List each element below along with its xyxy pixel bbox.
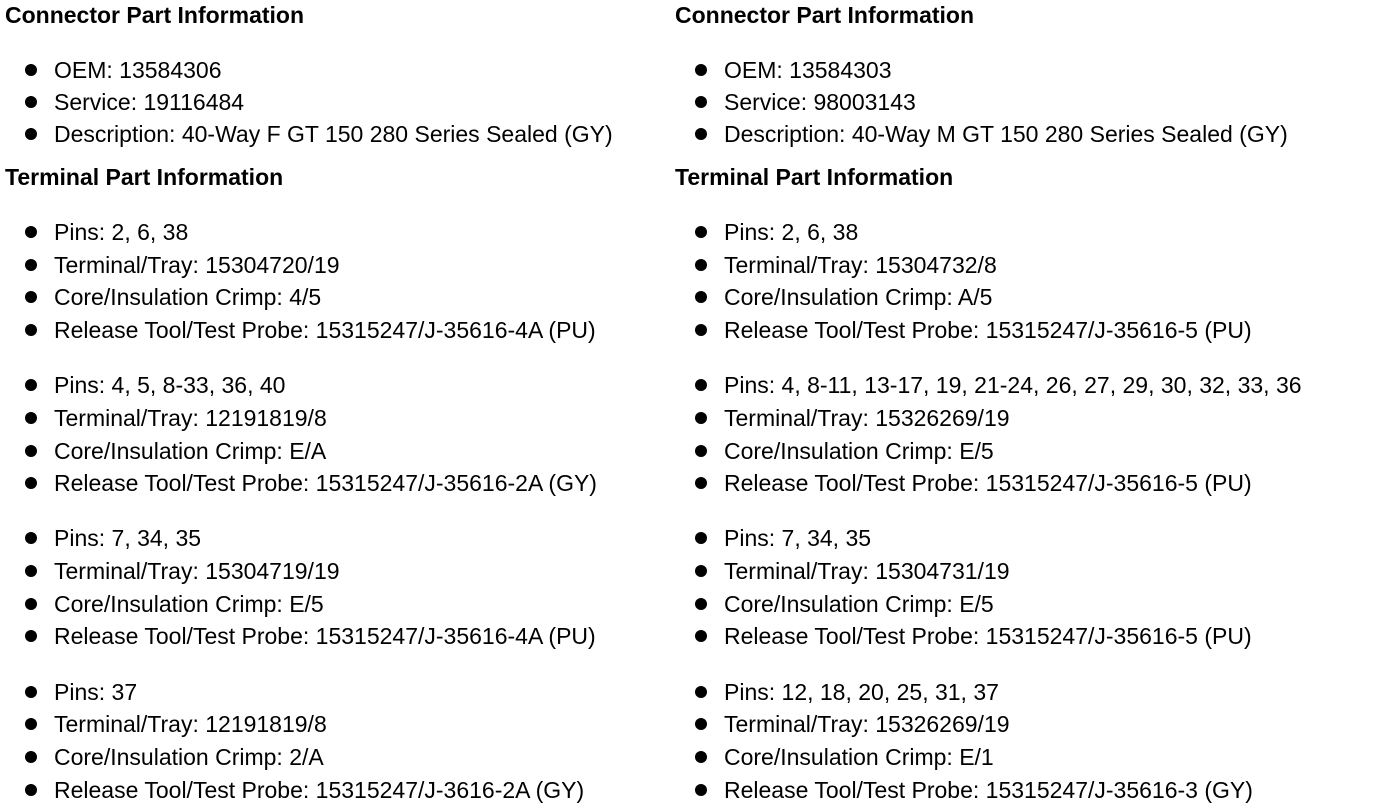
bullet-icon (695, 128, 707, 140)
bullet-icon (25, 532, 37, 544)
bullet-icon (25, 259, 37, 271)
bullet-icon (25, 686, 37, 698)
bullet-icon (695, 630, 707, 642)
bullet-icon (25, 64, 37, 76)
bullet-icon (25, 324, 37, 336)
bullet-icon (695, 259, 707, 271)
bullet-icon (25, 477, 37, 489)
bullet-icon (695, 718, 707, 730)
connector-heading: Connector Part Information (675, 2, 975, 28)
bullet-icon (695, 291, 707, 303)
connector-heading: Connector Part Information (5, 2, 305, 28)
bullet-icon (25, 784, 37, 796)
bullet-icon (695, 598, 707, 610)
bullet-icon (25, 412, 37, 424)
bullet-icon (695, 226, 707, 238)
bullet-icon (25, 96, 37, 108)
bullet-icon (25, 226, 37, 238)
bullet-icon (695, 379, 707, 391)
bullet-icon (25, 379, 37, 391)
bullet-icon (25, 630, 37, 642)
bullet-icon (25, 751, 37, 763)
bullet-icon (25, 128, 37, 140)
bullet-icon (695, 324, 707, 336)
bullet-icon (25, 445, 37, 457)
bullet-icon (695, 477, 707, 489)
bullet-icon (695, 96, 707, 108)
bullet-icon (25, 565, 37, 577)
bullet-icon (695, 686, 707, 698)
bullet-icon (695, 412, 707, 424)
terminal-heading: Terminal Part Information (675, 164, 954, 190)
terminal-heading: Terminal Part Information (5, 164, 284, 190)
bullet-icon (25, 598, 37, 610)
bullet-icon (695, 784, 707, 796)
bullet-icon (25, 718, 37, 730)
bullet-icon (25, 291, 37, 303)
bullet-icon (695, 565, 707, 577)
bullet-icon (695, 64, 707, 76)
bullet-icon (695, 751, 707, 763)
bullet-icon (695, 445, 707, 457)
bullet-icon (695, 532, 707, 544)
